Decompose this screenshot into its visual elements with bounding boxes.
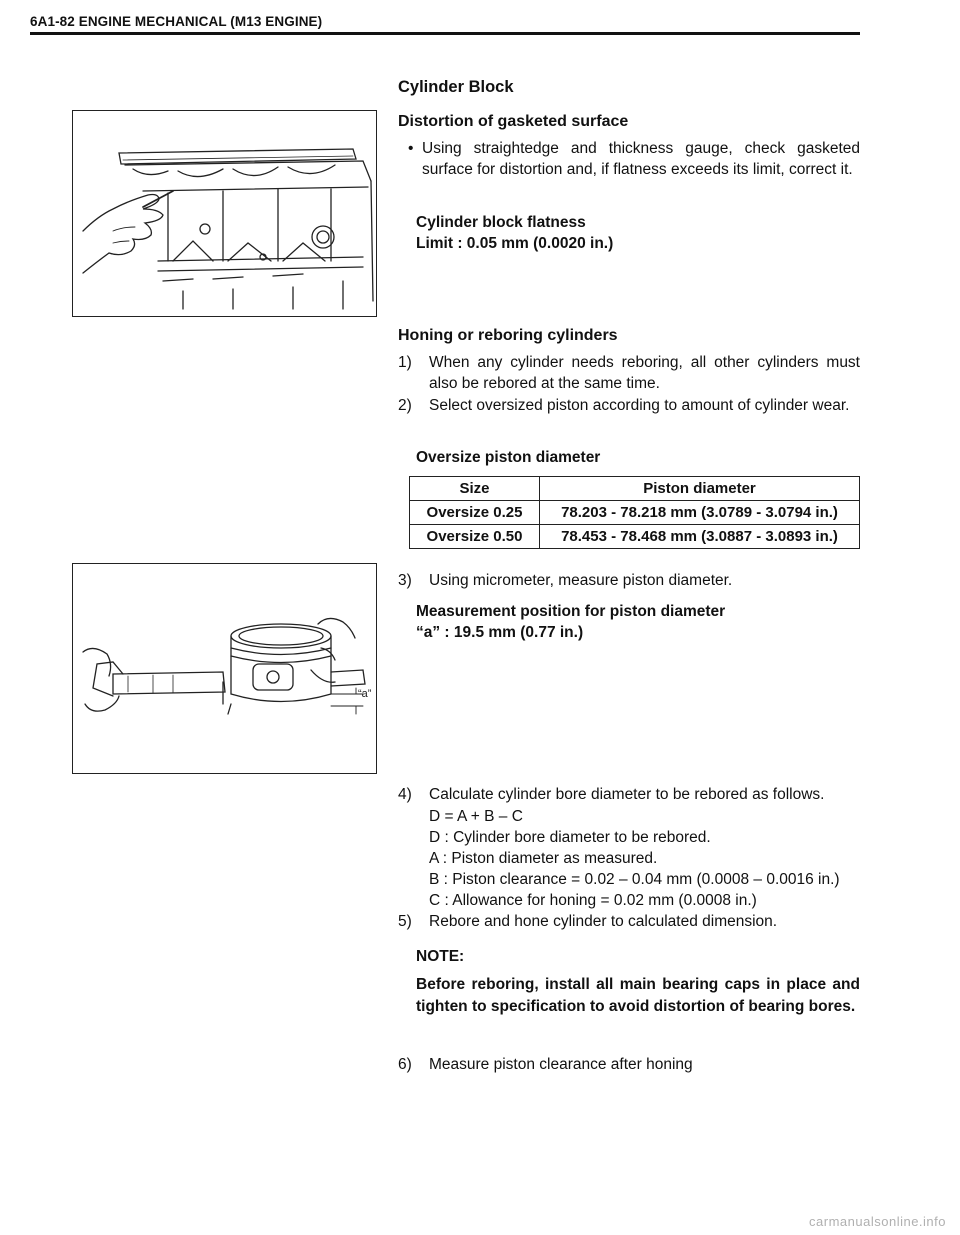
table-cell: 78.453 - 78.468 mm (3.0887 - 3.0893 in.) [540, 525, 860, 549]
honing-heading: Honing or reboring cylinders [398, 327, 618, 344]
table-header-row [410, 477, 860, 501]
definition-c: C : Allowance for honing = 0.02 mm (0.0008 in.) [429, 892, 757, 909]
table-row [410, 501, 860, 525]
table-cell: Oversize 0.25 [410, 501, 540, 525]
table-title: Oversize piston diameter [416, 449, 601, 466]
step-4 [398, 784, 860, 805]
step-text: Using micrometer, measure piston diameter. [429, 572, 733, 589]
definition-b: B : Piston clearance = 0.02 – 0.04 mm (0.0008 – 0.0016 in.) [429, 871, 840, 888]
table-cell: Oversize 0.50 [410, 525, 540, 549]
step-3 [398, 570, 860, 591]
flatness-spec-limit: Limit : 0.05 mm (0.0020 in.) [416, 235, 614, 252]
definition-a: A : Piston diameter as measured. [429, 850, 658, 867]
measure-label: Measurement position for piston diameter [416, 603, 726, 620]
header-rule [30, 32, 860, 35]
step-number: 4) [398, 786, 412, 803]
measure-value: “a” : 19.5 mm (0.77 in.) [416, 624, 584, 641]
step-number: 2) [398, 397, 412, 414]
step-text: Select oversized piston according to amount of cylinder wear. [429, 397, 850, 414]
note-title: NOTE: [416, 948, 465, 965]
step-6 [398, 1054, 860, 1075]
watermark: carmanualsonline.info [809, 1214, 946, 1229]
cylinder-block-flatness-figure [72, 110, 377, 317]
step-text: Measure piston clearance after honing [429, 1056, 693, 1073]
step-2 [398, 395, 860, 416]
note-body: Before reboring, install all main bearing caps in place and tighten to specification to avoid distortion of bearing bores. [416, 976, 860, 1015]
note-box [416, 946, 860, 1018]
oversize-piston-table [409, 476, 860, 549]
section-title: Cylinder Block [398, 78, 514, 96]
bullet-dot-icon: • [408, 140, 414, 157]
step-text: Rebore and hone cylinder to calculated dimension. [429, 913, 778, 930]
figure-label-a: “a” [358, 688, 372, 700]
distortion-bullet [408, 138, 860, 180]
step-5 [398, 911, 860, 932]
distortion-heading: Distortion of gasketed surface [398, 113, 629, 130]
piston-micrometer-figure [72, 563, 377, 774]
step-text: When any cylinder needs reboring, all other cylinders must also be rebored at the same time. [429, 354, 860, 392]
table-header-cell: Size [410, 477, 540, 501]
distortion-bullet-text: Using straightedge and thickness gauge, check gasketed surface for distortion and, if flatness exceeds its limit, correct it. [422, 140, 860, 178]
table-cell: 78.203 - 78.218 mm (3.0789 - 3.0794 in.) [540, 501, 860, 525]
definition-d: D : Cylinder bore diameter to be rebored. [429, 829, 711, 846]
step-1 [398, 352, 860, 394]
table-header-cell: Piston diameter [540, 477, 860, 501]
formula: D = A + B – C [429, 808, 523, 825]
flatness-spec-label: Cylinder block flatness [416, 214, 586, 231]
step-number: 5) [398, 913, 412, 930]
step-number: 3) [398, 572, 412, 589]
step-text: Calculate cylinder bore diameter to be rebored as follows. [429, 786, 825, 803]
step-number: 1) [398, 354, 412, 371]
page-header: 6A1-82 ENGINE MECHANICAL (M13 ENGINE) [30, 14, 323, 29]
step-number: 6) [398, 1056, 412, 1073]
table-row [410, 525, 860, 549]
